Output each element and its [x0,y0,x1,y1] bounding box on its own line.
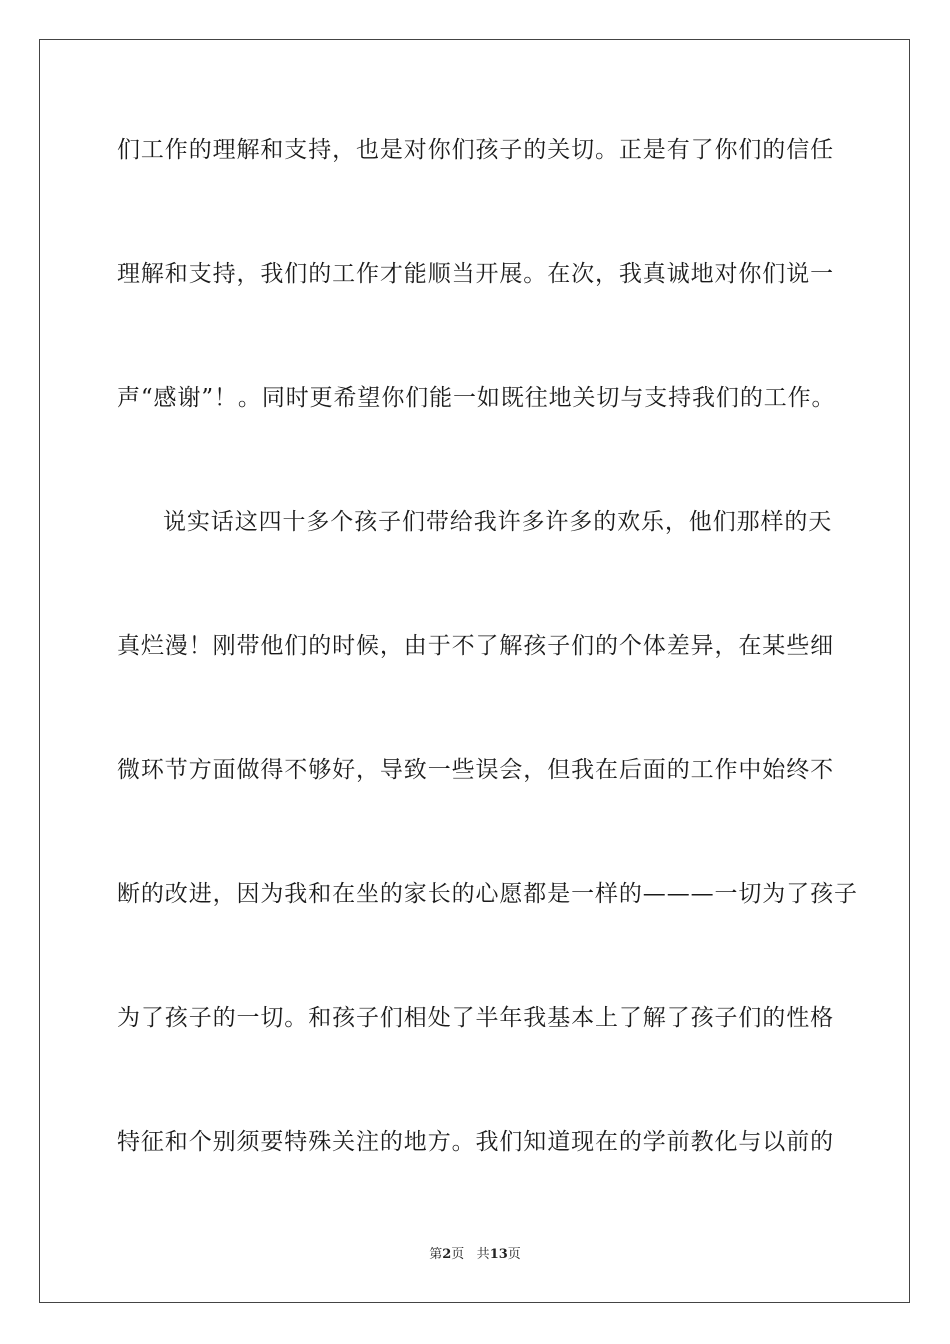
page-label-suffix: 页 [451,1247,465,1262]
text-line-3: 声“感谢”！。同时更希望你们能一如既往地关切与支持我们的工作。 [117,385,836,411]
page-label-prefix: 第 [429,1247,443,1262]
page-footer [0,1247,950,1263]
text-line-5: 真烂漫！刚带他们的时候，由于不了解孩子们的个体差异，在某些细 [117,633,834,659]
text-line-6: 微环节方面做得不够好，导致一些误会，但我在后面的工作中始终不 [117,757,834,783]
text-line-1: 们工作的理解和支持，也是对你们孩子的关切。正是有了你们的信任 [117,137,834,163]
text-line-4: 说实话这四十多个孩子们带给我许多许多的欢乐，他们那样的天 [163,509,833,535]
text-line-9: 特征和个别须要特殊关注的地方。我们知道现在的学前教化与以前的 [117,1129,834,1155]
total-label-suffix: 页 [507,1247,521,1262]
total-pages: 13 [489,1247,508,1262]
page-number: 2 [442,1247,452,1262]
text-line-8: 为了孩子的一切。和孩子们相处了半年我基本上了解了孩子们的性格 [117,1005,834,1031]
total-label-prefix: 共 [476,1247,490,1262]
page-border [39,39,910,1303]
text-line-2: 理解和支持，我们的工作才能顺当开展。在次，我真诚地对你们说一 [117,261,834,287]
text-line-7: 断的改进，因为我和在坐的家长的心愿都是一样的———一切为了孩子 [117,881,858,907]
